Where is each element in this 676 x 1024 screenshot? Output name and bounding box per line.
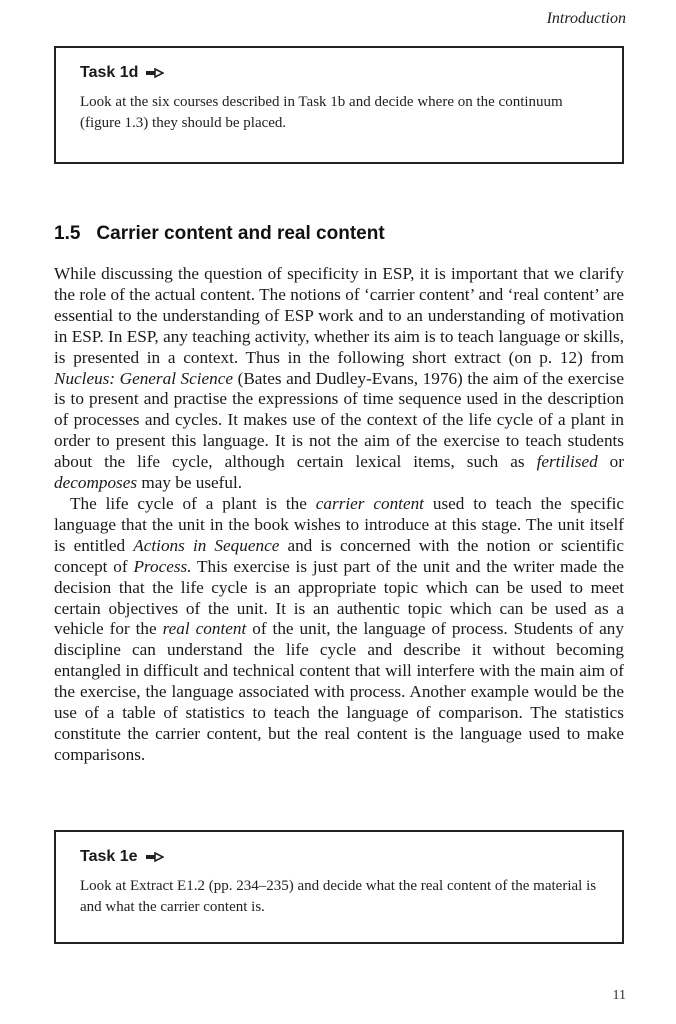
- text-run: This exercise is just part of the unit and the writer made the decision that the life cycle is an appropriate topic which can be used to meet certain objectives of the unit. It is an authentic topic which can be used as a vehicle for the: [54, 556, 625, 639]
- section-number: 1.5: [54, 223, 81, 244]
- section-title: Carrier content and real content: [96, 223, 385, 244]
- text-run: While discussing the question of specificity in ESP, it is important that we clarify the role of the actual content. The notions of ‘carrier content’ and ‘real content’ are essential to the understanding of ESP work and to an understanding of motivation in ESP. In ESP, any teaching activity, whether its aim is to teach language or skills, is presented in a context. Thus in the following short extract (on p. 12) from: [54, 264, 624, 367]
- text-run: The life cycle of a plant is the: [70, 493, 316, 513]
- text-run: and is concerned with the notion or scientific concept of: [54, 535, 624, 576]
- task-1e-title: Task 1e: [80, 848, 138, 865]
- task-1d-heading: [80, 64, 600, 82]
- task-1d-text: Look at the six courses described in Task 1b and decide where on the continuum (figure 1.3) they should be placed.: [80, 94, 563, 131]
- pencil-icon: [146, 68, 164, 78]
- task-1d-box: [54, 46, 624, 164]
- emphasis: real content: [162, 619, 247, 639]
- text-run: of the unit, the language of process. Students of any discipline can understand the life cycle and describe it without becoming entangled in difficult and technical content that will interfere with the main aim of the exercise, the language associated with process. Another example would be the use of a table of statistics to teach the language of comparison. The statistics constitute the carrier content, but the real content is the language used to make comparisons.: [54, 619, 624, 764]
- page-number: 11: [612, 988, 626, 1003]
- task-1e-heading: [80, 848, 600, 866]
- text-run: or: [597, 452, 624, 472]
- running-head: Introduction: [546, 10, 626, 27]
- paragraph-1: [54, 264, 624, 494]
- emphasis: decomposes: [54, 473, 138, 493]
- task-1e-text: Look at Extract E1.2 (pp. 234–235) and decide what the real content of the material is and what the carrier content is.: [80, 878, 597, 915]
- emphasis: carrier content: [315, 493, 424, 513]
- text-run: used to teach the specific language that the unit in the book wishes to introduce at this stage. The unit itself is entitled: [54, 493, 624, 555]
- emphasis: fertilised: [536, 452, 598, 472]
- task-1d-title: Task 1d: [80, 64, 139, 81]
- paragraph-2: [54, 494, 624, 766]
- task-1e-box: [54, 830, 624, 944]
- pencil-icon: [146, 852, 164, 862]
- text-run: may be useful.: [137, 473, 243, 493]
- book-title: Nucleus: General Science: [54, 368, 234, 388]
- body-text: [54, 264, 624, 766]
- section-heading: [54, 223, 385, 245]
- text-run: (Bates and Dudley-Evans, 1976) the aim of the exercise is to present and practise the expressions of time sequence used in the description of processes and cycles. It makes use of the context of the life cycle of a plant in order to present this language. It is not the aim of the exercise to teach students about the life cycle, although certain lexical items, such as: [54, 368, 624, 472]
- emphasis: Process.: [133, 556, 192, 576]
- unit-title: Actions in Sequence: [133, 535, 280, 555]
